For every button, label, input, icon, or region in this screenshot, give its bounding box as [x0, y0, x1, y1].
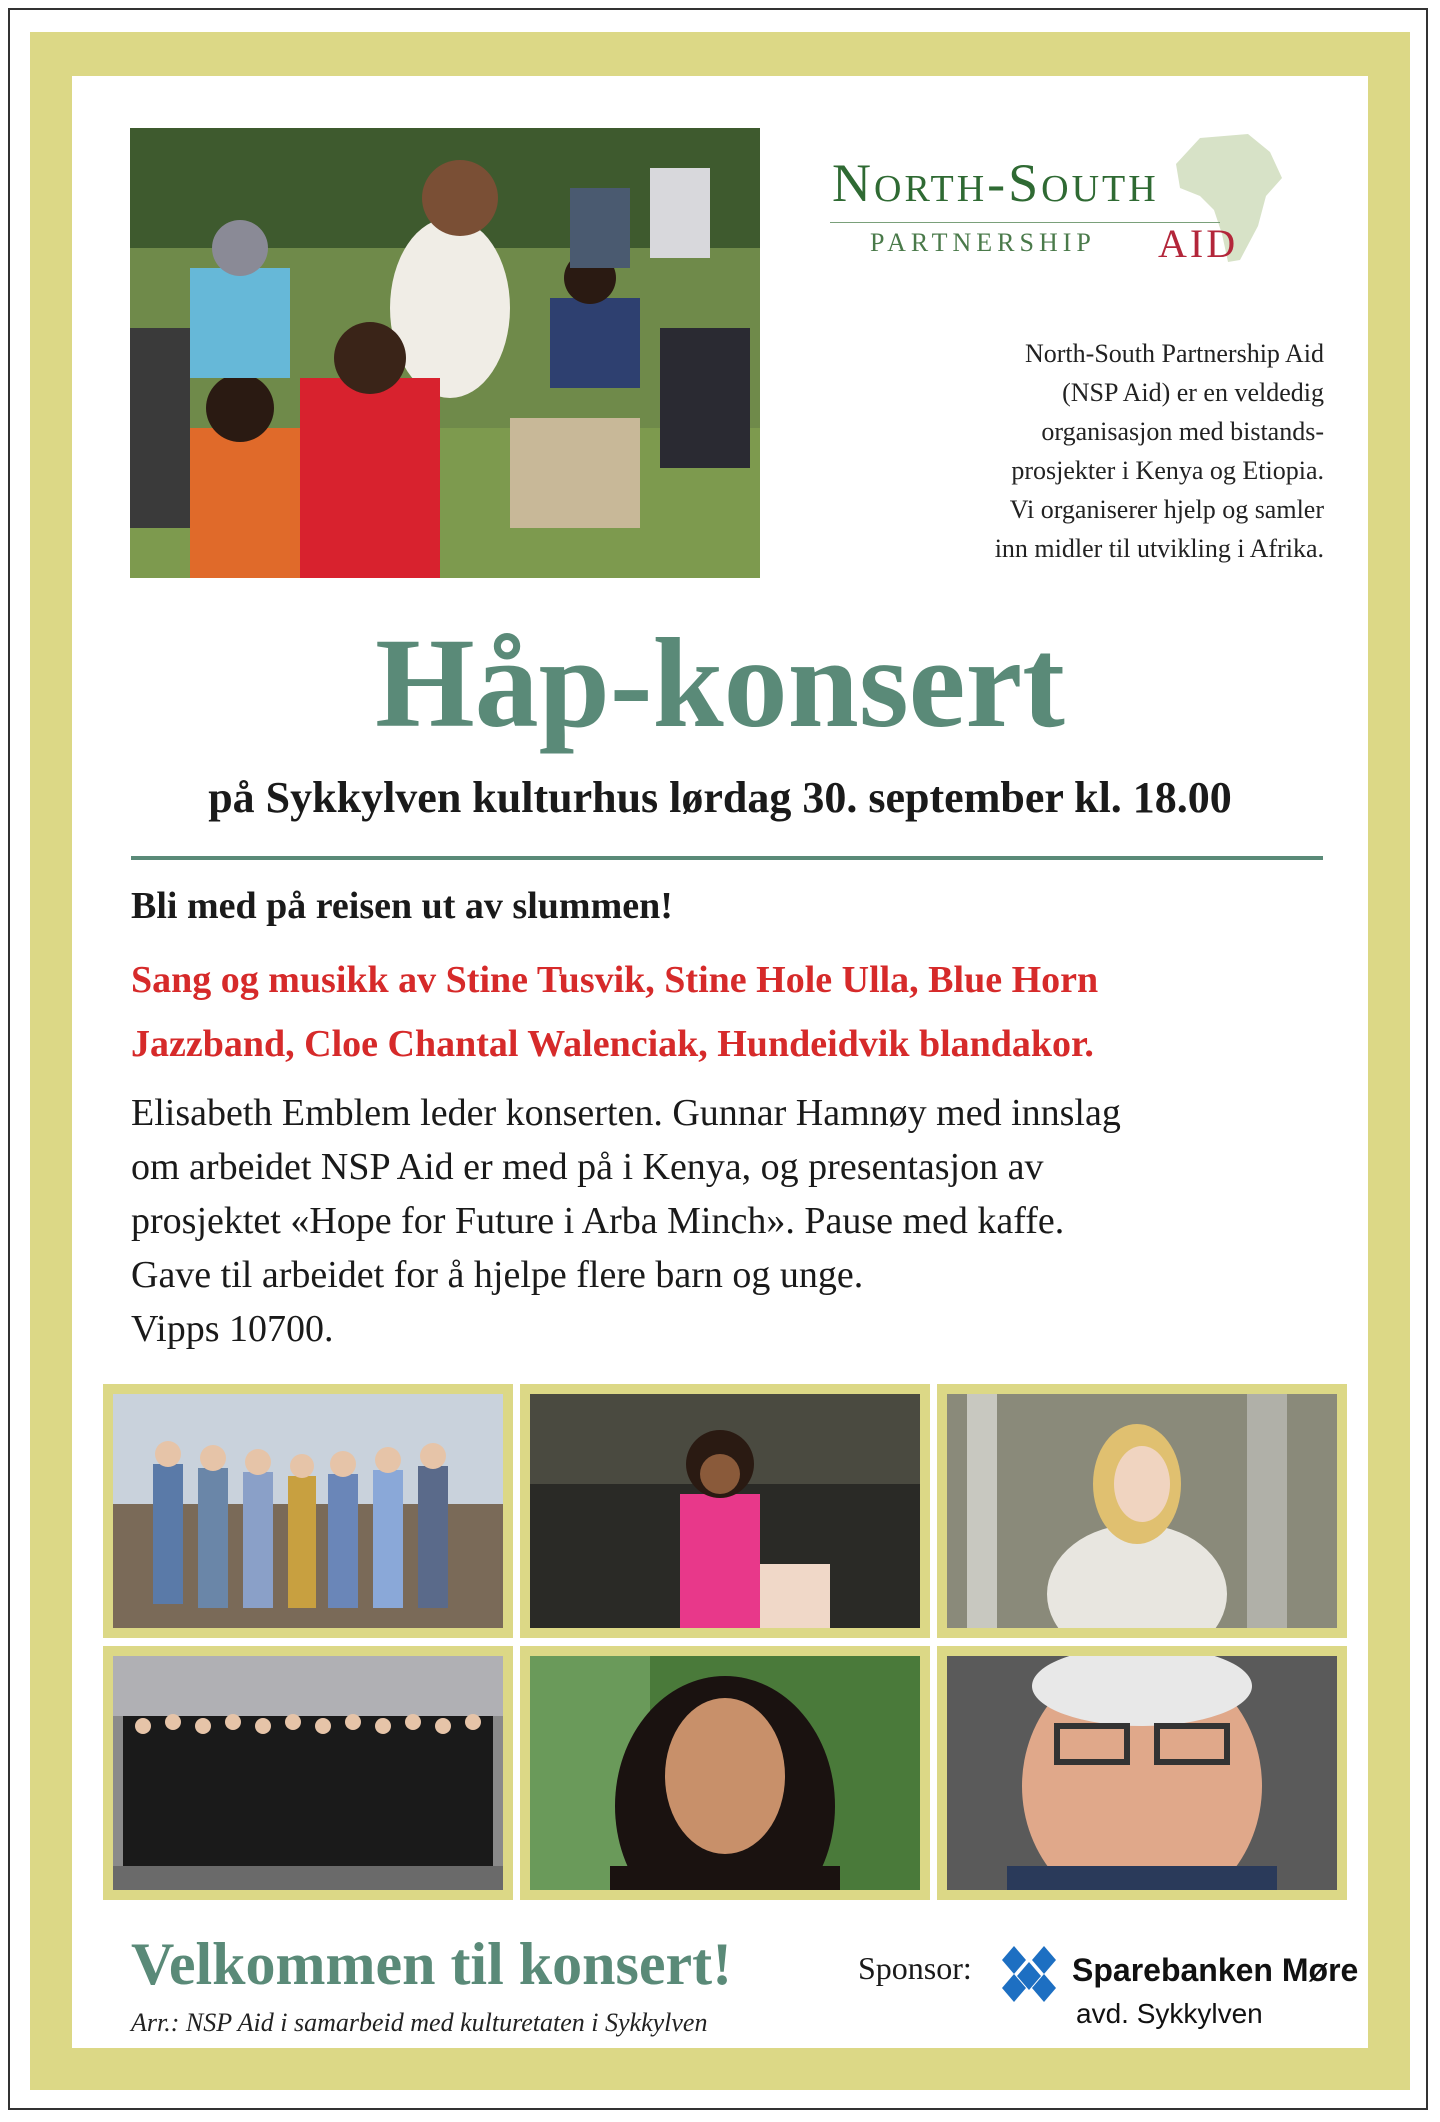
performers-list — [131, 948, 1331, 1076]
intro-line: Vi organiserer hjelp og samler — [1009, 495, 1324, 524]
description-line: Elisabeth Emblem leder konserten. Gunnar Hamnøy med innslag — [131, 1092, 1121, 1134]
performers-line: Sang og musikk av Stine Tusvik, Stine Hole Ulla, Blue Horn — [131, 959, 1099, 1001]
logo-aid-text: AID — [1158, 221, 1239, 266]
intro-line: organisasjon med bistands- — [1041, 417, 1324, 446]
intro-line: prosjekter i Kenya og Etiopia. — [1011, 456, 1324, 485]
intro-line: (NSP Aid) er en veldedig — [1062, 378, 1324, 407]
photo-older-man — [937, 1646, 1347, 1900]
logo-partnership-text: PARTNERSHIP — [870, 228, 1096, 257]
sponsor-bank-branch: avd. Sykkylven — [1076, 1998, 1263, 2029]
sponsor-bank-name: Sparebanken Møre — [1072, 1952, 1359, 1988]
logo-north-south-text: North-South — [832, 153, 1159, 213]
section-divider — [131, 856, 1323, 860]
intro-line: inn midler til utvikling i Afrika. — [994, 534, 1324, 563]
tagline: Bli med på reisen ut av slummen! — [131, 885, 673, 927]
photo-singer-stage — [520, 1384, 930, 1638]
sponsor-label: Sponsor: — [858, 1950, 972, 1986]
photo-woman-sweater — [937, 1384, 1347, 1638]
arranger-credit: Arr.: NSP Aid i samarbeid med kulturetaten i Sykkylven — [131, 2008, 708, 2037]
concert-title: Håp-konsert — [375, 612, 1065, 754]
description-line: Vipps 10700. — [131, 1308, 334, 1350]
organization-intro — [880, 334, 1324, 568]
concert-venue-date: på Sykkylven kulturhus lørdag 30. september kl. 18.00 — [208, 773, 1232, 822]
welcome-heading: Velkommen til konsert! — [131, 1931, 733, 1997]
nsp-aid-logo — [830, 130, 1300, 280]
sparebanken-logo-icon — [1000, 1944, 1058, 2004]
description-line: Gave til arbeidet for å hjelpe flere barn og unge. — [131, 1254, 864, 1296]
photo-jazzband — [103, 1384, 513, 1638]
concert-description — [131, 1086, 1331, 1356]
description-line: prosjektet «Hope for Future i Arba Minch». Pause med kaffe. — [131, 1200, 1065, 1242]
intro-line: North-South Partnership Aid — [1025, 339, 1324, 368]
description-line: om arbeidet NSP Aid er med på i Kenya, og presentasjon av — [131, 1146, 1044, 1188]
performers-line: Jazzband, Cloe Chantal Walenciak, Hundeidvik blandakor. — [131, 1023, 1094, 1065]
photo-choir — [103, 1646, 513, 1900]
hero-photo-children — [130, 128, 760, 578]
photo-young-woman — [520, 1646, 930, 1900]
